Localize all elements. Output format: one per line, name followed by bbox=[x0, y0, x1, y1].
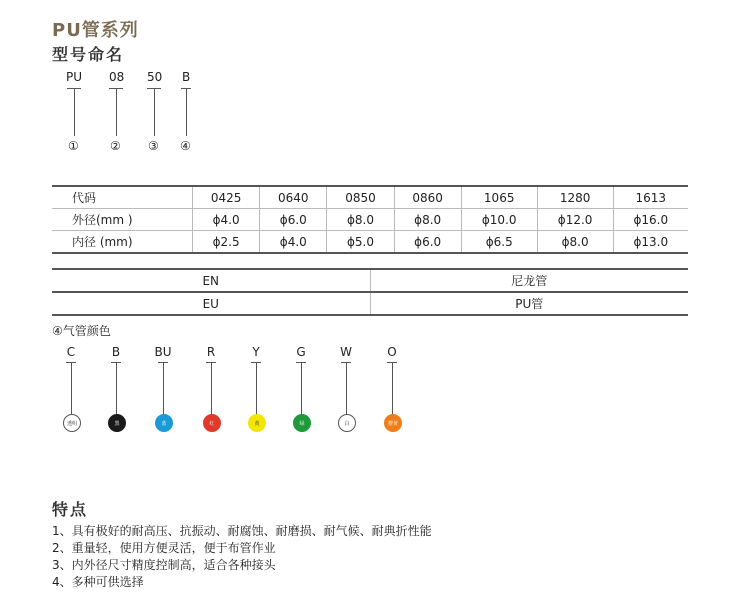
color-swatch-orange: 橙黄 bbox=[384, 414, 402, 432]
marker-2: ② bbox=[110, 139, 121, 153]
table-cell: ϕ12.0 bbox=[537, 209, 613, 231]
features-title: 特点 bbox=[52, 500, 89, 519]
code-leader-3 bbox=[154, 88, 155, 136]
color-section-title: ④气管颜色 bbox=[52, 324, 111, 338]
color-swatch-transparent: 透明 bbox=[63, 414, 81, 432]
table-row bbox=[52, 292, 688, 315]
color-leader bbox=[251, 362, 261, 415]
color-code: G bbox=[296, 345, 306, 359]
table-row bbox=[52, 186, 688, 209]
table-cell: 尼龙管 bbox=[370, 269, 688, 292]
table-cell: 1280 bbox=[537, 186, 613, 209]
feature-item: 1、具有极好的耐高压、抗振动、耐腐蚀、耐磨损、耐气候、耐典折性能 bbox=[52, 524, 432, 538]
color-leader bbox=[66, 362, 76, 415]
table-row bbox=[52, 231, 688, 254]
color-code: BU bbox=[154, 345, 172, 359]
table-cell: ϕ13.0 bbox=[613, 231, 688, 254]
code-part-color: B bbox=[182, 70, 191, 84]
feature-item: 3、内外径尺寸精度控制高，适合各种接头 bbox=[52, 558, 276, 572]
table-row bbox=[52, 269, 688, 292]
table-cell: ϕ8.0 bbox=[394, 209, 461, 231]
table-cell: 0860 bbox=[394, 186, 461, 209]
color-swatch-black: 黑 bbox=[108, 414, 126, 432]
table-row bbox=[52, 209, 688, 231]
table-cell: 0425 bbox=[193, 186, 260, 209]
table-cell: ϕ2.5 bbox=[193, 231, 260, 254]
color-swatch-green: 绿 bbox=[293, 414, 311, 432]
marker-1: ① bbox=[68, 139, 79, 153]
color-leader bbox=[158, 362, 168, 415]
table-cell: 0640 bbox=[260, 186, 327, 209]
table-cell: 1613 bbox=[613, 186, 688, 209]
feature-item: 2、重量轻，使用方便灵活，便于布管作业 bbox=[52, 541, 276, 555]
spec-table bbox=[52, 185, 688, 254]
table-cell: 1065 bbox=[461, 186, 537, 209]
naming-title: 型号命名 bbox=[52, 45, 125, 64]
marker-3: ③ bbox=[148, 139, 159, 153]
code-leader-1 bbox=[74, 88, 75, 136]
color-swatch-yellow: 黄 bbox=[248, 414, 266, 432]
table-cell: 0850 bbox=[327, 186, 394, 209]
table-cell: PU管 bbox=[370, 292, 688, 315]
color-leader bbox=[387, 362, 397, 415]
color-code: C bbox=[66, 345, 76, 359]
table-cell: ϕ4.0 bbox=[193, 209, 260, 231]
color-swatch-red: 红 bbox=[203, 414, 221, 432]
color-code: W bbox=[340, 345, 352, 359]
table-cell: 代码 bbox=[52, 186, 193, 209]
color-leader bbox=[206, 362, 216, 415]
color-code: O bbox=[387, 345, 397, 359]
code-leader-4 bbox=[186, 88, 187, 136]
code-part-pu: PU bbox=[66, 70, 83, 84]
color-leader bbox=[341, 362, 351, 415]
color-swatch-white: 白 bbox=[338, 414, 356, 432]
table-cell: 外径(mm ) bbox=[52, 209, 193, 231]
color-code: Y bbox=[252, 345, 260, 359]
color-leader bbox=[296, 362, 306, 415]
color-code: B bbox=[111, 345, 121, 359]
color-code: R bbox=[206, 345, 216, 359]
table-cell: ϕ6.0 bbox=[260, 209, 327, 231]
table-cell: EN bbox=[52, 269, 370, 292]
code-part-size: 08 bbox=[109, 70, 125, 84]
table-cell: ϕ4.0 bbox=[260, 231, 327, 254]
table-cell: ϕ16.0 bbox=[613, 209, 688, 231]
table-cell: ϕ6.0 bbox=[394, 231, 461, 254]
table-cell: ϕ8.0 bbox=[327, 209, 394, 231]
series-title: PU管系列 bbox=[52, 20, 139, 41]
table-cell: ϕ6.5 bbox=[461, 231, 537, 254]
table-cell: ϕ8.0 bbox=[537, 231, 613, 254]
feature-item: 4、多种可供选择 bbox=[52, 575, 144, 589]
table-cell: ϕ10.0 bbox=[461, 209, 537, 231]
color-leader bbox=[111, 362, 121, 415]
material-table bbox=[52, 268, 688, 316]
code-part-length: 50 bbox=[147, 70, 163, 84]
marker-4: ④ bbox=[180, 139, 191, 153]
code-leader-2 bbox=[116, 88, 117, 136]
color-swatch-blue: 蓝 bbox=[155, 414, 173, 432]
table-cell: 内径 (mm) bbox=[52, 231, 193, 254]
table-cell: EU bbox=[52, 292, 370, 315]
table-cell: ϕ5.0 bbox=[327, 231, 394, 254]
